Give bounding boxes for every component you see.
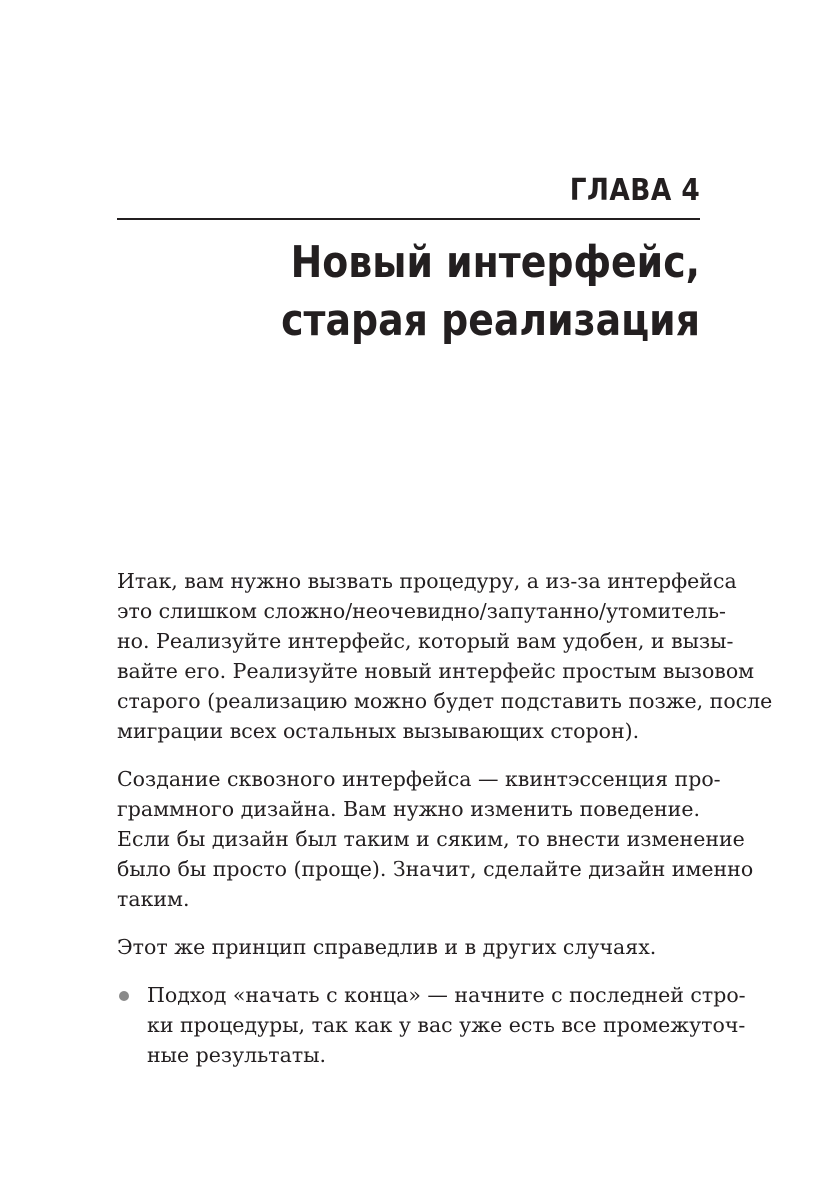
text-line: вайте его. Реализуйте новый интерфейс простым вызовом bbox=[117, 659, 755, 683]
chapter-title-line: Новый интерфейс, bbox=[290, 237, 700, 288]
chapter-divider-rule bbox=[117, 218, 700, 220]
chapter-label: ГЛАВА 4 bbox=[569, 173, 700, 208]
body-text bbox=[117, 566, 773, 1088]
text-line: Итак, вам нужно вызвать процедуру, а из-за интерфейса bbox=[117, 569, 737, 593]
chapter-title bbox=[117, 234, 700, 350]
chapter-title-line: старая реализация bbox=[281, 295, 700, 346]
text-line: ные результаты. bbox=[147, 1043, 327, 1067]
paragraph bbox=[117, 932, 700, 962]
text-line: Создание сквозного интерфейса — квинтэссенция про- bbox=[117, 767, 721, 791]
bullet-list-item bbox=[117, 980, 746, 1070]
text-line: таким. bbox=[117, 887, 190, 911]
text-line: Если бы дизайн был таким и сяким, то внести изменение bbox=[117, 827, 745, 851]
paragraph bbox=[117, 764, 754, 914]
text-line: но. Реализуйте интерфейс, который вам удобен, и вызы- bbox=[117, 629, 734, 653]
bullet-dot-icon bbox=[119, 991, 129, 1001]
text-line: ки процедуры, так как у вас уже есть все промежуточ- bbox=[147, 1013, 746, 1037]
text-line: было бы просто (проще). Значит, сделайте дизайн именно bbox=[117, 857, 754, 881]
text-line: граммного дизайна. Вам нужно изменить поведение. bbox=[117, 797, 700, 821]
text-line: Этот же принцип справедлив и в других случаях. bbox=[117, 935, 657, 959]
text-line: миграции всех остальных вызывающих сторон). bbox=[117, 719, 640, 743]
text-line: это слишком сложно/неочевидно/запутанно/утомитель- bbox=[117, 599, 726, 623]
text-line: старого (реализацию можно будет подставить позже, после bbox=[117, 689, 773, 713]
paragraph bbox=[117, 566, 773, 746]
text-line: Подход «начать с конца» — начните с последней стро- bbox=[147, 983, 746, 1007]
